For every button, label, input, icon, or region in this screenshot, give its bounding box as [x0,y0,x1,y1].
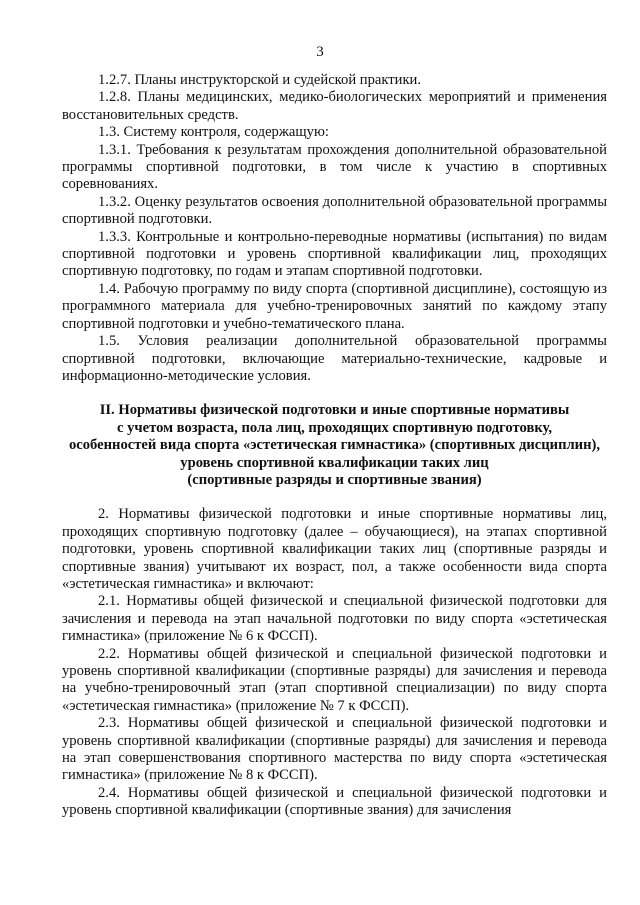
section-heading-line: с учетом возраста, пола лиц, проходящих спортивную подготовку, [116,419,553,436]
page-number: 3 [316,44,324,60]
paragraph-1-5: 1.5. Условия реализации дополнительной образовательной программы спортивной подготовки, включающие материально-технические, кадровые и информационно-методические условия. [62,333,607,384]
section-heading-line: II. Нормативы физической подготовки и иные спортивные нормативы [99,402,570,419]
paragraph-1-3-2: 1.3.2. Оценку результатов освоения дополнительной образовательной программы спортивной подготовки. [62,193,607,228]
paragraph-1-4: 1.4. Рабочую программу по виду спорта (спортивной дисциплине), состоящую из программного материала для учебно-тренировочных занятий по каждому этапу спортивной подготовки и учебно-тематического плана. [62,280,607,332]
spacer [62,385,607,402]
paragraph-1-3-1: 1.3.1. Требования к результатам прохождения дополнительной образовательной программы спортивной подготовки, в том числе к участию в спортивных соревнованиях. [62,141,607,193]
section-heading-line: уровень спортивной квалификации таких лиц [180,454,489,471]
section-heading [62,402,607,489]
document-body [62,72,607,820]
paragraph-1-2-8: 1.2.8. Планы медицинских, медико-биологических мероприятий и применения восстановительных средств. [62,89,607,123]
paragraph-1-3: 1.3. Систему контроля, содержащую: [98,124,329,141]
paragraph-2-2: 2.2. Нормативы общей физической и специальной физической подготовки и уровень спортивной квалификации (спортивные разряды) для зачисления и перевода на учебно-тренировочный этап (этап спортивной специализации) по виду спорта «эстетическая гимнастика» (приложение № 7 к ФССП). [62,645,607,714]
paragraph-1-3-3: 1.3.3. Контрольные и контрольно-переводные нормативы (испытания) по видам спортивной подготовки и уровень спортивной квалификации лиц, проходящих спортивную подготовку, по годам и этапам спортивной подготовки. [62,228,607,280]
paragraph-2: 2. Нормативы физической подготовки и иные спортивные нормативы лиц, проходящих спортивную подготовку (далее – обучающиеся), на этапах спортивной подготовки, уровень спортивной квалификации таких лиц (спортивные разряды и спортивные звания) учитывают их возраст, пол, а также особенности вида спорта «эстетическая гимнастика» и включают: [62,506,607,592]
paragraph-2-4: 2.4. Нормативы общей физической и специальной физической подготовки и уровень спортивной квалификации (спортивные звания) для зачисления [62,784,607,819]
section-heading-line: особенностей вида спорта «эстетическая гимнастика» (спортивных дисциплин), [68,437,600,454]
paragraph-2-3: 2.3. Нормативы общей физической и специальной физической подготовки и уровень спортивной квалификации (спортивные разряды) для зачисления и перевода на этап совершенствования спортивного мастерства по виду спорта «эстетическая гимнастика» (приложение № 8 к ФССП). [62,715,607,784]
section-heading-line: (спортивные разряды и спортивные звания) [187,471,482,488]
paragraph-1-2-7: 1.2.7. Планы инструкторской и судейской практики. [98,72,421,88]
spacer [62,489,607,506]
paragraph-2-1: 2.1. Нормативы общей физической и специальной физической подготовки для зачисления и перевода на этап начальной подготовки по виду спорта «эстетическая гимнастика» (приложение № 6 к ФССП). [62,593,607,645]
